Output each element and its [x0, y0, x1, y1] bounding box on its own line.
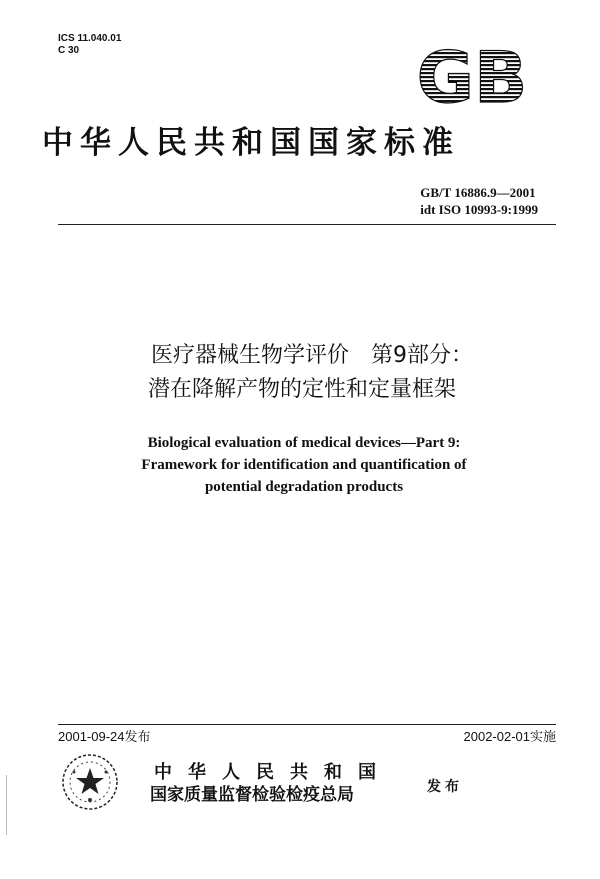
iso-equivalent: idt ISO 10993-9:1999: [420, 202, 538, 217]
bottom-divider: [58, 724, 556, 725]
chinese-title-line-2: 潜在降解产物的定性和定量框架: [147, 377, 456, 402]
classification-block: [58, 33, 121, 57]
scan-margin-mark: [6, 775, 7, 835]
official-seal-icon: [60, 752, 120, 812]
gb-logo: [402, 40, 542, 112]
issuer-agency: 国家质量监督检验检疫总局: [150, 785, 354, 805]
gb-logo-text: GB: [416, 40, 528, 112]
ics-code: ICS 11.040.01: [58, 33, 122, 44]
english-title: [4, 432, 600, 498]
national-standard-title: 中华人民共和国国家标准: [42, 125, 460, 161]
standard-code-block: [420, 184, 538, 218]
chinese-title-line-1: 医疗器械生物学评价 第9部分：: [151, 343, 473, 368]
issue-date: 2001-09-24发布: [58, 729, 151, 744]
standard-number: GB/T 16886.9—2001: [420, 185, 536, 200]
publish-label: 发布: [427, 779, 463, 795]
english-title-line-2: Framework for identification and quantification of: [141, 457, 467, 473]
implementation-date: 2002-02-01实施: [463, 729, 556, 744]
issuer-country: 中华人民共和国: [154, 762, 392, 783]
english-title-line-1: Biological evaluation of medical devices—Part 9:: [147, 435, 461, 451]
issuing-authority: [150, 762, 392, 806]
english-title-line-3: potential degradation products: [204, 479, 404, 495]
ccs-code: C 30: [58, 45, 80, 56]
top-divider: [58, 224, 556, 225]
